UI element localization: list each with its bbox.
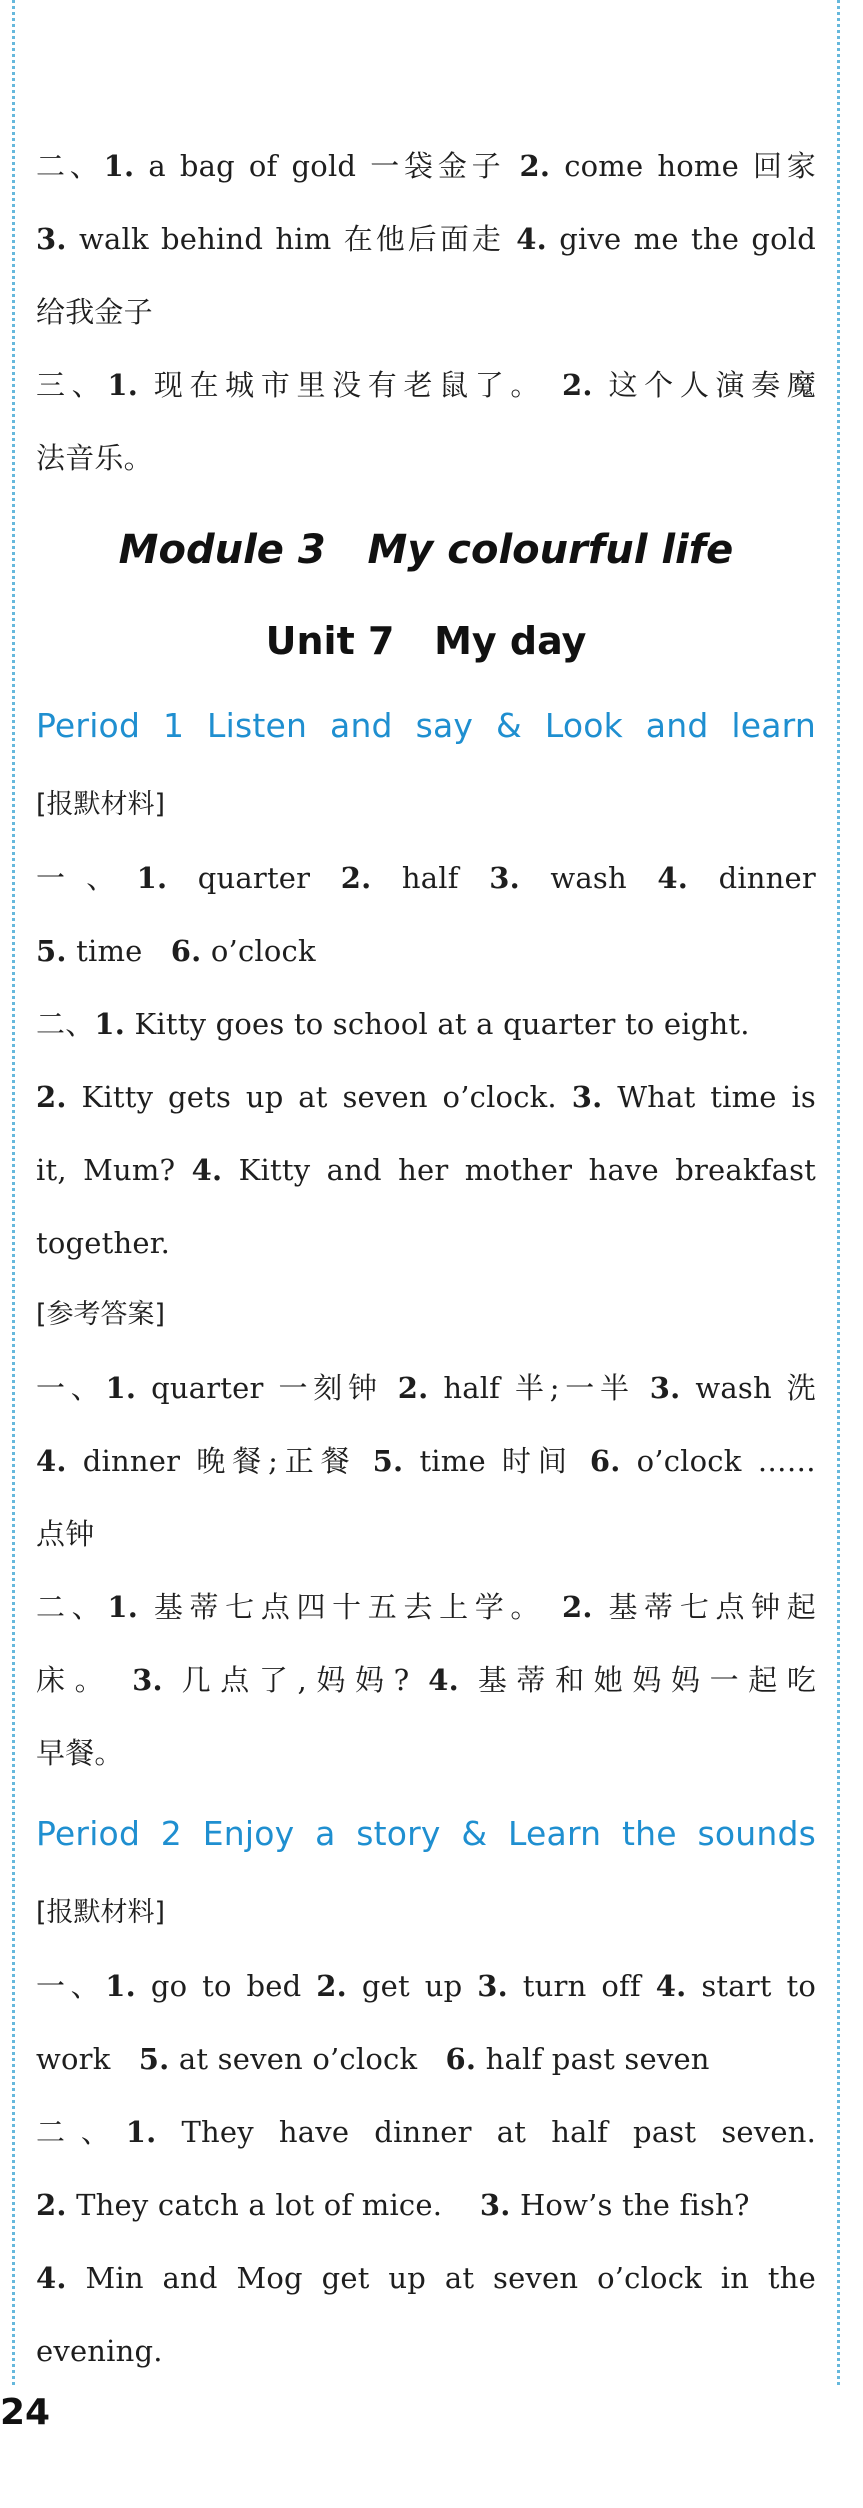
text-line [36, 1717, 816, 1790]
unit-title: Unit 7 My day [265, 619, 587, 663]
item-number: 4. [516, 222, 547, 256]
text-line [36, 1425, 816, 1498]
right-dotted-rule [837, 0, 840, 2385]
item-number: 5. [372, 1444, 404, 1478]
text-line [36, 2242, 816, 2315]
item-number: 6. [445, 2042, 477, 2076]
item-text: half 半;一半 [443, 1371, 635, 1405]
item-text: a bag of gold 一袋金子 [148, 149, 506, 183]
item-text: They catch a lot of mice. [76, 2188, 443, 2222]
item-text: 点钟 [36, 1517, 95, 1551]
period-amp: & [461, 1814, 488, 1853]
item-number: 3. [36, 222, 67, 256]
item-text: Min and Mog get up at seven o’clock in the [85, 2261, 816, 2295]
item-text: give me the gold [559, 222, 816, 256]
section-marker: 二、 [36, 1007, 95, 1041]
section-marker: 一、 [36, 1371, 106, 1405]
period-part: Enjoy a story [202, 1814, 441, 1853]
item-number: 1. [94, 1007, 126, 1041]
item-text: wash 洗 [695, 1371, 816, 1405]
item-number: 3. [649, 1371, 681, 1405]
item-text: 基蒂和她妈妈一起吃 [477, 1663, 816, 1697]
item-number: 3. [477, 1969, 508, 2003]
item-number: 2. [36, 1080, 67, 1114]
text-line [36, 2169, 816, 2242]
period-amp: & [496, 706, 522, 745]
item-text: o’clock [210, 934, 316, 968]
item-number: 4. [36, 1444, 67, 1478]
item-number: 1. [105, 1969, 136, 2003]
text-line [36, 915, 816, 988]
item-text: start to [701, 1969, 816, 2003]
text-line [36, 1134, 816, 1207]
item-number: 4. [36, 2261, 67, 2295]
section-marker: 二、 [36, 2115, 126, 2149]
item-text: quarter 一刻钟 [151, 1371, 383, 1405]
section-bracket-label: [参考答案] [36, 1299, 166, 1330]
item-number: 3. [132, 1663, 163, 1697]
section-bracket-label: [报默材料] [36, 789, 166, 820]
item-number: 2. [316, 1969, 347, 2003]
item-number: 1. [103, 149, 135, 183]
text-line [36, 842, 816, 915]
item-text: together. [36, 1226, 171, 1260]
text-line [36, 1352, 816, 1425]
item-number: 2. [561, 1590, 593, 1624]
item-number: 1. [136, 861, 168, 895]
item-text: time 时间 [419, 1444, 574, 1478]
item-text: come home 回家 [564, 149, 816, 183]
item-text: 床。 [36, 1663, 114, 1697]
item-text: Kitty goes to school at a quarter to eight. [134, 1007, 750, 1041]
text-line [36, 203, 816, 276]
section-marker: 一、 [36, 1969, 106, 2003]
section-marker: 一、 [36, 861, 137, 895]
period-part: Listen and say [207, 706, 474, 745]
item-text: quarter [197, 861, 311, 895]
item-number: 2. [36, 2188, 67, 2222]
text-line [36, 2096, 816, 2169]
item-text: What time is [617, 1080, 816, 1114]
item-text: evening. [36, 2334, 163, 2368]
item-number: 1. [107, 368, 138, 402]
item-number: 1. [107, 1590, 138, 1624]
section-marker: 三、 [36, 368, 108, 402]
text-line [36, 1207, 816, 1280]
text-line [36, 988, 816, 1061]
period-label: Period 2 [36, 1814, 183, 1853]
item-text: 法音乐。 [36, 441, 153, 475]
item-number: 3. [479, 2188, 511, 2222]
item-text: 基蒂七点四十五去上学。 [153, 1590, 547, 1624]
text-line [36, 1950, 816, 2023]
section-marker: 二、 [36, 1590, 108, 1624]
item-text: 基蒂七点钟起 [608, 1590, 816, 1624]
item-number: 2. [519, 149, 551, 183]
item-text: 给我金子 [36, 295, 153, 329]
item-number: 6. [589, 1444, 621, 1478]
item-text: get up [361, 1969, 463, 2003]
answer-content [36, 130, 816, 2388]
module-title: Module 3 My colourful life [118, 527, 734, 573]
period-part: Learn the sounds [508, 1814, 816, 1853]
item-text: Kitty gets up at seven o’clock. [81, 1080, 557, 1114]
item-number: 2. [561, 368, 593, 402]
item-text: wash [550, 861, 627, 895]
item-text: 这个人演奏魔 [608, 368, 816, 402]
item-number: 1. [105, 1371, 137, 1405]
text-line [36, 1498, 816, 1571]
item-number: 3. [489, 861, 520, 895]
item-text: walk behind him 在他后面走 [78, 222, 504, 256]
item-text: go to bed [150, 1969, 302, 2003]
item-text: dinner 晚餐;正餐 [82, 1444, 357, 1478]
item-text: time [76, 934, 143, 968]
item-text: 几点了,妈妈? [181, 1663, 410, 1697]
period-2-title [36, 1790, 816, 1878]
text-line [36, 1061, 816, 1134]
period-1-title [36, 682, 816, 770]
section-marker: 二、 [36, 149, 104, 183]
item-text: half past seven [485, 2042, 710, 2076]
item-text: How’s the fish? [519, 2188, 750, 2222]
item-text: at seven o’clock [178, 2042, 418, 2076]
item-number: 5. [138, 2042, 170, 2076]
section-bracket-label: [报默材料] [36, 1897, 166, 1928]
item-number: 4. [657, 861, 689, 895]
item-number: 4. [191, 1153, 223, 1187]
text-line [36, 1644, 816, 1717]
item-text: work [36, 2042, 111, 2076]
text-line [36, 2315, 816, 2388]
period-part: Look and learn [544, 706, 816, 745]
item-number: 4. [428, 1663, 459, 1697]
item-number: 6. [170, 934, 202, 968]
text-line [36, 422, 816, 495]
item-number: 1. [125, 2115, 157, 2149]
item-number: 3. [571, 1080, 603, 1114]
left-dotted-rule [12, 0, 15, 2385]
item-text: 现在城市里没有老鼠了。 [153, 368, 547, 402]
text-line [36, 1571, 816, 1644]
text-line [36, 276, 816, 349]
item-text: it, Mum? [36, 1153, 176, 1187]
item-number: 2. [340, 861, 372, 895]
item-text: o’clock …… [636, 1444, 816, 1478]
item-text: They have dinner at half past seven. [181, 2115, 816, 2149]
text-line [36, 349, 816, 422]
item-text: Kitty and her mother have breakfast [238, 1153, 816, 1187]
period-label: Period 1 [36, 706, 185, 745]
item-text: half [401, 861, 459, 895]
item-text: 早餐。 [36, 1736, 124, 1770]
page-number: 24 [0, 2392, 51, 2433]
text-line [36, 130, 816, 203]
text-line [36, 2023, 816, 2096]
item-number: 4. [655, 1969, 687, 2003]
item-text: dinner [718, 861, 816, 895]
item-number: 5. [36, 934, 67, 968]
item-text: turn off [522, 1969, 641, 2003]
item-number: 2. [397, 1371, 429, 1405]
